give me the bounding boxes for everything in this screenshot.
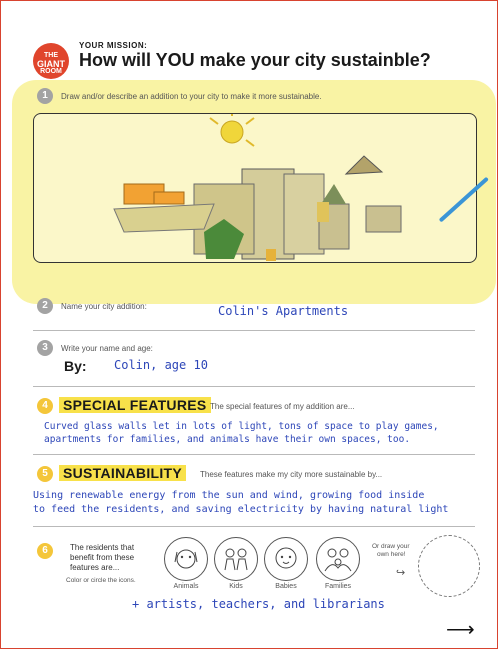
step-5-answer-line-1[interactable]: Using renewable energy from the sun and wind, growing food inside — [33, 490, 425, 501]
drawing-box[interactable] — [33, 113, 477, 263]
step-3-answer[interactable]: Colin, age 10 — [114, 358, 208, 372]
draw-prompt-line-2: own here! — [377, 551, 406, 558]
icon-label-families: Families — [324, 583, 352, 590]
by-label: By: — [64, 358, 87, 374]
step-6-answer[interactable]: + artists, teachers, and librarians — [132, 597, 385, 611]
step-3-number: 3 — [37, 340, 53, 356]
step-6-prompt-line-3: features are... — [70, 563, 120, 572]
sustainability-heading: SUSTAINABILITY — [59, 465, 186, 481]
kids-icon[interactable] — [214, 537, 258, 581]
step-4-answer-line-2[interactable]: apartments for families, and animals have their own spaces, too. — [44, 434, 411, 445]
divider — [33, 526, 475, 527]
step-6-prompt-line-1: The residents that — [70, 543, 135, 552]
step-5-number: 5 — [37, 466, 53, 482]
divider — [33, 330, 475, 331]
draw-your-own-circle[interactable] — [418, 535, 480, 597]
step-2-number: 2 — [37, 298, 53, 314]
icon-label-animals: Animals — [173, 583, 199, 590]
step-4-prompt: The special features of my addition are... — [210, 402, 355, 411]
giant-room-logo: THE GIANT ROOM — [33, 43, 69, 79]
dog-icon[interactable] — [164, 537, 208, 581]
step-3-instruction: Write your name and age: — [61, 344, 153, 353]
special-features-heading: SPECIAL FEATURES — [59, 397, 211, 413]
step-2-answer[interactable]: Colin's Apartments — [218, 304, 349, 318]
icon-label-kids: Kids — [229, 583, 243, 590]
step-1-number: 1 — [37, 88, 53, 104]
step-5-answer-line-2[interactable]: to feed the residents, and saving electricity by having natural light — [33, 504, 449, 515]
icon-label-babies: Babies — [275, 583, 297, 590]
step-6-number: 6 — [37, 543, 53, 559]
step-1-instruction: Draw and/or describe an addition to your city to make it more sustainable. — [61, 92, 322, 101]
page-title: How will YOU make your city sustainble? — [79, 50, 431, 70]
step-4-answer-line-1[interactable]: Curved glass walls let in lots of light, tons of space to play games, — [44, 421, 439, 432]
step-6-prompt-line-2: benefit from these — [70, 553, 135, 562]
step-6-hint: Color or circle the icons. — [66, 577, 136, 584]
draw-prompt-line-1: Or draw your — [372, 543, 410, 550]
divider — [33, 454, 475, 455]
baby-icon[interactable] — [264, 537, 308, 581]
next-page-arrow-icon[interactable]: ⟶ — [446, 619, 475, 641]
family-icon[interactable] — [316, 537, 360, 581]
step-5-prompt: These features make my city more sustainable by... — [200, 470, 383, 479]
mission-label: YOUR MISSION: — [79, 41, 148, 50]
step-4-number: 4 — [37, 398, 53, 414]
curved-arrow-icon: ↪ — [396, 567, 406, 579]
step-2-instruction: Name your city addition: — [61, 302, 147, 311]
child-drawing — [34, 114, 476, 262]
divider — [33, 386, 475, 387]
